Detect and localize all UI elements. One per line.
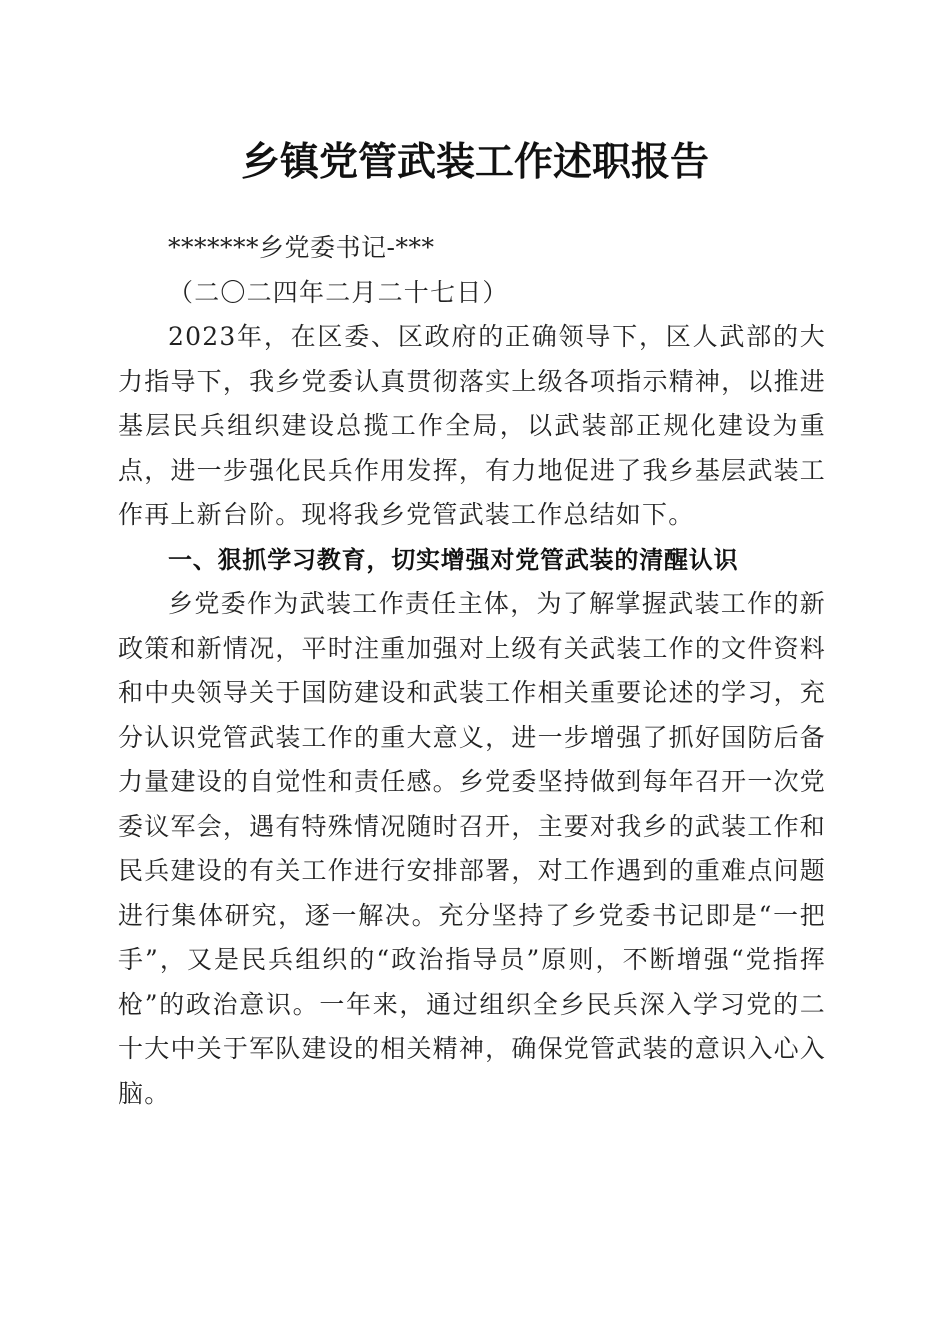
section-heading: 一、狠抓学习教育，切实增强对党管武装的清醒认识 (168, 545, 739, 574)
date-line: （二〇二四年二月二十七日） (168, 277, 509, 307)
section-paragraph: 乡党委作为武装工作责任主体，为了解掌握武装工作的新政策和新情况，平时注重加强对上级有关武装工作的文件资料和中央领导关于国防建设和武装工作相关重要论述的学习，充分认识党管武装工作的重大意义，进一步增强了抓好国防后备力量建设的自觉性和责任感。乡党委坚持做到每年召开一次党委议军会，遇有特殊情况随时召开，主要对我乡的武装工作和民兵建设的有关工作进行安排部署，对工作遇到的重难点问题进行集体研究，逐一解决。充分坚持了乡党委书记即是“一把手”，又是民兵组织的“政治指导员”原则，不断增强“党指挥枪”的政治意识。一年来，通过组织全乡民兵深入学习党的二十大中关于军队建设的相关精神，确保党管武装的意识入心入脑。 (118, 589, 826, 1108)
author-line: *******乡党委书记-*** (168, 233, 435, 262)
document-body (118, 226, 826, 1116)
document-title: 乡镇党管武装工作述职报告 (240, 139, 709, 185)
intro-paragraph: 2023年，在区委、区政府的正确领导下，区人武部的大力指导下，我乡党委认真贯彻落实上级各项指示精神，以推进基层民兵组织建设总揽工作全局，以武装部正规化建设为重点，进一步强化民兵作用发挥，有力地促进了我乡基层武装工作再上新台阶。现将我乡党管武装工作总结如下。 (118, 322, 826, 529)
